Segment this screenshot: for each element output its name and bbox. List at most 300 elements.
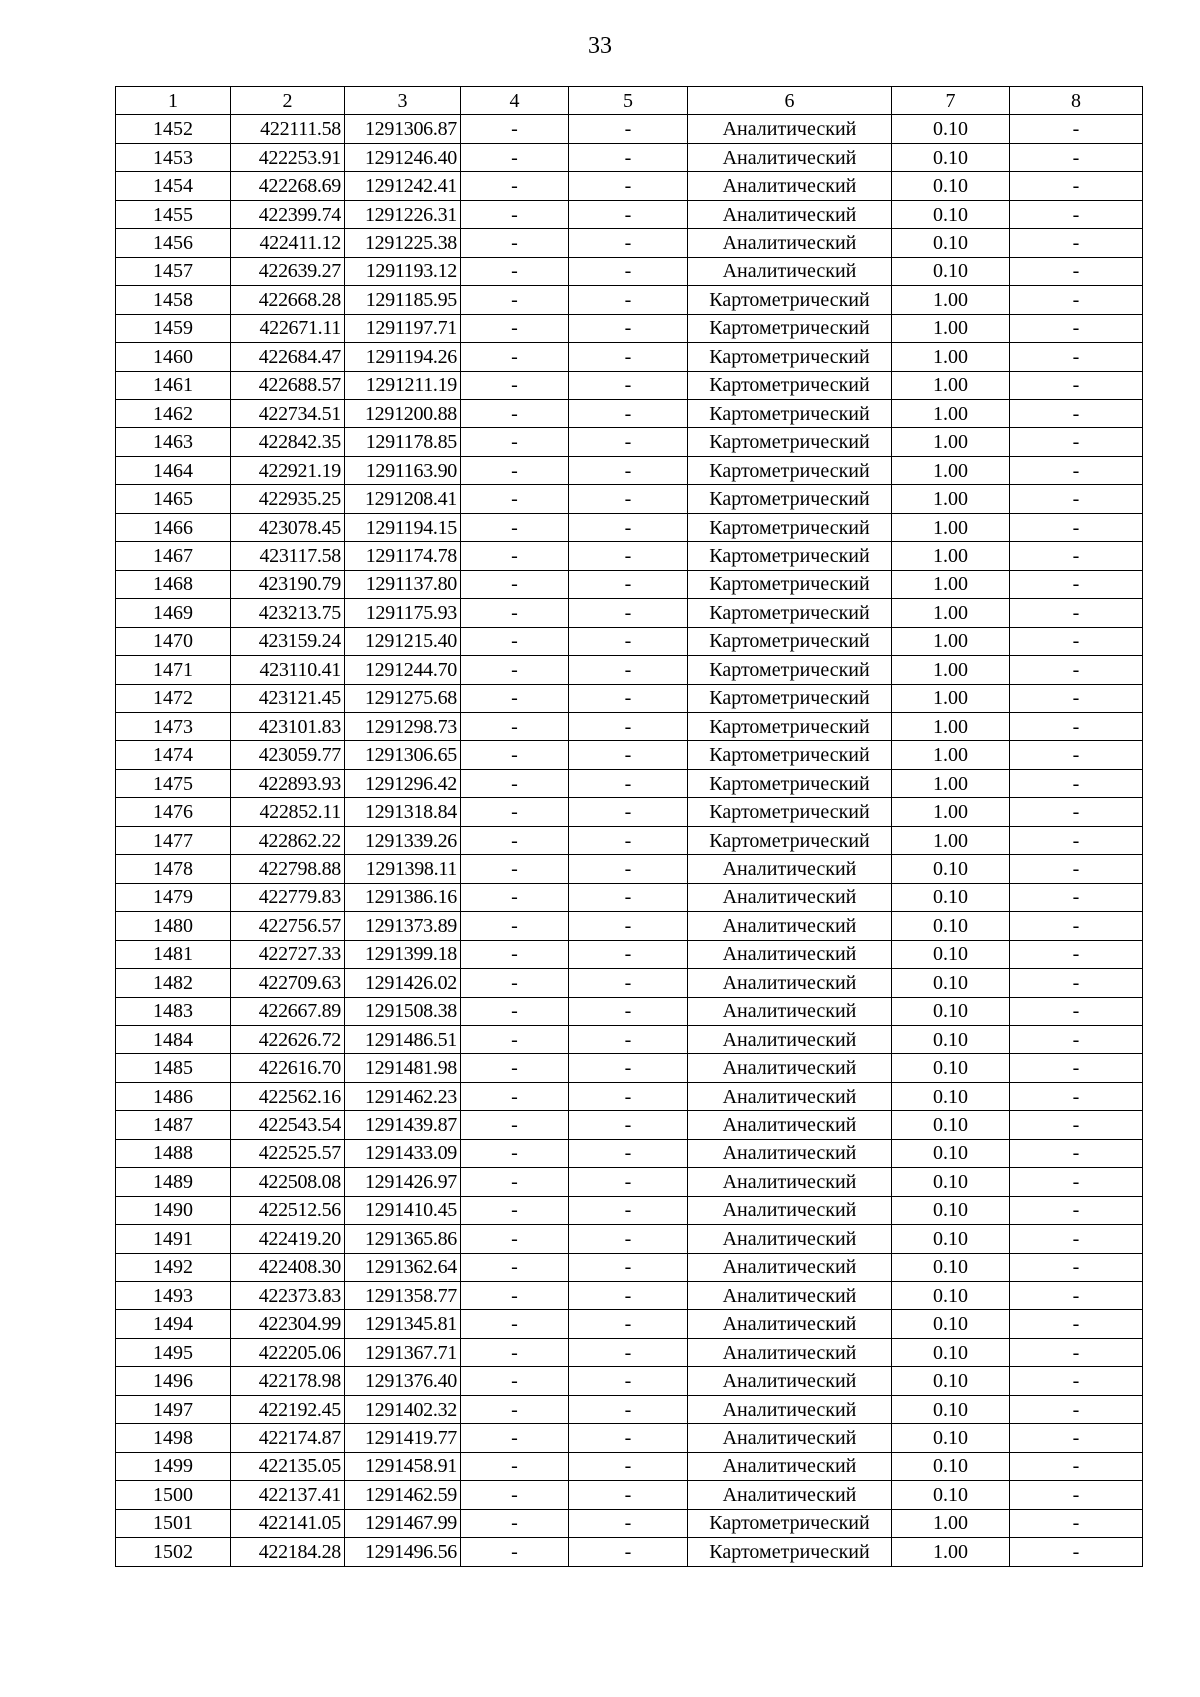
table-cell: 0.10 <box>892 1025 1010 1053</box>
table-cell: Аналитический <box>688 115 892 143</box>
table-row <box>116 1139 1143 1167</box>
table-cell: 1.00 <box>892 769 1010 797</box>
table-row <box>116 1310 1143 1338</box>
table-cell: Аналитический <box>688 1225 892 1253</box>
page-number: 33 <box>588 33 612 59</box>
table-cell: - <box>461 1452 569 1480</box>
table-row <box>116 1253 1143 1281</box>
table-header-row <box>116 87 1143 115</box>
table-cell: 1494 <box>116 1310 231 1338</box>
table-cell: - <box>461 1538 569 1566</box>
table-cell: - <box>461 115 569 143</box>
table-cell: Аналитический <box>688 172 892 200</box>
table-cell: - <box>569 769 688 797</box>
table-cell: - <box>461 1509 569 1537</box>
table-cell: - <box>1010 542 1143 570</box>
table-cell: Картометрический <box>688 286 892 314</box>
table-cell: 1291467.99 <box>345 1509 461 1537</box>
table-cell: 1.00 <box>892 798 1010 826</box>
table-cell: Аналитический <box>688 1111 892 1139</box>
table-cell: - <box>569 712 688 740</box>
table-cell: 1453 <box>116 143 231 171</box>
table-row <box>116 656 1143 684</box>
table-cell: 422141.05 <box>231 1509 345 1537</box>
table-cell: 1468 <box>116 570 231 598</box>
table-cell: 1463 <box>116 428 231 456</box>
table-row <box>116 314 1143 342</box>
table-cell: - <box>1010 883 1143 911</box>
table-cell: 1.00 <box>892 1538 1010 1566</box>
table-cell: 1291296.42 <box>345 769 461 797</box>
table-row <box>116 513 1143 541</box>
table-cell: - <box>569 997 688 1025</box>
table-cell: 0.10 <box>892 143 1010 171</box>
table-cell: Аналитический <box>688 1139 892 1167</box>
table-cell: Аналитический <box>688 1025 892 1053</box>
table-cell: Картометрический <box>688 456 892 484</box>
table-cell: - <box>461 456 569 484</box>
table-cell: - <box>461 1310 569 1338</box>
table-cell: - <box>1010 1538 1143 1566</box>
table-cell: 1291486.51 <box>345 1025 461 1053</box>
table-cell: - <box>461 1168 569 1196</box>
table-cell: - <box>569 1111 688 1139</box>
table-cell: 1.00 <box>892 542 1010 570</box>
table-cell: - <box>1010 229 1143 257</box>
table-cell: 1495 <box>116 1338 231 1366</box>
table-cell: Картометрический <box>688 343 892 371</box>
table-cell: Картометрический <box>688 826 892 854</box>
table-cell: 1291339.26 <box>345 826 461 854</box>
table-cell: 0.10 <box>892 200 1010 228</box>
table-cell: 1291399.18 <box>345 940 461 968</box>
table-cell: 1291178.85 <box>345 428 461 456</box>
table-cell: 1291275.68 <box>345 684 461 712</box>
table-cell: 0.10 <box>892 969 1010 997</box>
table-cell: 1472 <box>116 684 231 712</box>
table-cell: 422935.25 <box>231 485 345 513</box>
table-cell: Аналитический <box>688 229 892 257</box>
table-cell: - <box>461 399 569 427</box>
table-cell: 0.10 <box>892 1196 1010 1224</box>
table-cell: 422408.30 <box>231 1253 345 1281</box>
table-cell: 422709.63 <box>231 969 345 997</box>
table-cell: - <box>569 485 688 513</box>
table-cell: 423117.58 <box>231 542 345 570</box>
table-cell: - <box>461 1424 569 1452</box>
table-cell: - <box>1010 1082 1143 1110</box>
table-cell: - <box>461 712 569 740</box>
table-cell: - <box>569 570 688 598</box>
table-cell: 422174.87 <box>231 1424 345 1452</box>
table-cell: 1457 <box>116 257 231 285</box>
table-cell: 1291496.56 <box>345 1538 461 1566</box>
table-cell: 1.00 <box>892 712 1010 740</box>
table-cell: 1291426.97 <box>345 1168 461 1196</box>
table-cell: 1486 <box>116 1082 231 1110</box>
table-cell: Картометрический <box>688 656 892 684</box>
table-cell: - <box>461 912 569 940</box>
table-cell: 0.10 <box>892 1225 1010 1253</box>
table-row <box>116 115 1143 143</box>
table-cell: - <box>1010 969 1143 997</box>
table-cell: 422667.89 <box>231 997 345 1025</box>
table-cell: 422184.28 <box>231 1538 345 1566</box>
table-cell: 1291376.40 <box>345 1367 461 1395</box>
table-cell: 1291439.87 <box>345 1111 461 1139</box>
table-cell: 1291367.71 <box>345 1338 461 1366</box>
table-cell: - <box>1010 570 1143 598</box>
table-cell: 423101.83 <box>231 712 345 740</box>
table-cell: - <box>1010 826 1143 854</box>
table-cell: - <box>569 1196 688 1224</box>
header-cell: 5 <box>569 87 688 115</box>
table-cell: 422756.57 <box>231 912 345 940</box>
table-cell: - <box>569 257 688 285</box>
table-row <box>116 826 1143 854</box>
table-cell: 1455 <box>116 200 231 228</box>
table-cell: 1462 <box>116 399 231 427</box>
table-cell: 1490 <box>116 1196 231 1224</box>
table-row <box>116 1025 1143 1053</box>
table-cell: - <box>1010 1111 1143 1139</box>
table-cell: - <box>461 1253 569 1281</box>
table-cell: 1291226.31 <box>345 200 461 228</box>
table-cell: - <box>1010 1338 1143 1366</box>
table-cell: - <box>461 940 569 968</box>
table-row <box>116 1196 1143 1224</box>
table-cell: 422205.06 <box>231 1338 345 1366</box>
table-cell: - <box>569 428 688 456</box>
table-cell: 423059.77 <box>231 741 345 769</box>
table-cell: 1477 <box>116 826 231 854</box>
table-cell: - <box>1010 656 1143 684</box>
table-row <box>116 627 1143 655</box>
table-cell: - <box>569 1253 688 1281</box>
table-cell: - <box>1010 314 1143 342</box>
table-cell: 1291358.77 <box>345 1282 461 1310</box>
table-cell: Аналитический <box>688 1196 892 1224</box>
table-cell: - <box>1010 940 1143 968</box>
table-cell: - <box>569 656 688 684</box>
table-cell: - <box>461 485 569 513</box>
table-cell: - <box>569 1481 688 1509</box>
table-cell: 1491 <box>116 1225 231 1253</box>
table-cell: - <box>461 1395 569 1423</box>
table-cell: - <box>569 513 688 541</box>
table-cell: Картометрический <box>688 599 892 627</box>
table-row <box>116 371 1143 399</box>
table-cell: Аналитический <box>688 257 892 285</box>
table-cell: 1291458.91 <box>345 1452 461 1480</box>
table-cell: 422135.05 <box>231 1452 345 1480</box>
table-cell: 1.00 <box>892 343 1010 371</box>
table-cell: 1291200.88 <box>345 399 461 427</box>
table-cell: Картометрический <box>688 570 892 598</box>
table-cell: 422411.12 <box>231 229 345 257</box>
table-cell: - <box>569 969 688 997</box>
table-cell: Картометрический <box>688 513 892 541</box>
table-cell: - <box>1010 428 1143 456</box>
table-cell: Картометрический <box>688 428 892 456</box>
table-cell: 423213.75 <box>231 599 345 627</box>
table-row <box>116 1367 1143 1395</box>
table-cell: - <box>569 1082 688 1110</box>
table-cell: 1.00 <box>892 656 1010 684</box>
table-row <box>116 1424 1143 1452</box>
table-cell: - <box>569 1424 688 1452</box>
table-cell: 0.10 <box>892 1424 1010 1452</box>
table-cell: - <box>569 1538 688 1566</box>
table-cell: 422727.33 <box>231 940 345 968</box>
table-cell: - <box>1010 1481 1143 1509</box>
table-cell: - <box>461 513 569 541</box>
table-cell: 422562.16 <box>231 1082 345 1110</box>
table-row <box>116 599 1143 627</box>
table-body <box>116 87 1143 1567</box>
table-cell: - <box>1010 257 1143 285</box>
table-cell: 1291462.59 <box>345 1481 461 1509</box>
table-cell: 1498 <box>116 1424 231 1452</box>
table-cell: - <box>569 371 688 399</box>
table-cell: 1464 <box>116 456 231 484</box>
table-cell: 1485 <box>116 1054 231 1082</box>
table-cell: 0.10 <box>892 1310 1010 1338</box>
table-cell: 0.10 <box>892 1082 1010 1110</box>
table-cell: 1493 <box>116 1282 231 1310</box>
table-cell: 1291433.09 <box>345 1139 461 1167</box>
table-cell: Аналитический <box>688 855 892 883</box>
table-cell: - <box>1010 371 1143 399</box>
table-cell: - <box>1010 684 1143 712</box>
table-cell: - <box>569 456 688 484</box>
table-cell: - <box>569 542 688 570</box>
table-cell: - <box>1010 399 1143 427</box>
table-cell: 1291298.73 <box>345 712 461 740</box>
table-cell: 422921.19 <box>231 456 345 484</box>
table-row <box>116 1054 1143 1082</box>
table-row <box>116 969 1143 997</box>
table-cell: 422137.41 <box>231 1481 345 1509</box>
table-cell: 1.00 <box>892 399 1010 427</box>
table-cell: 1291163.90 <box>345 456 461 484</box>
table-cell: 1291211.19 <box>345 371 461 399</box>
table-cell: 0.10 <box>892 229 1010 257</box>
table-cell: 0.10 <box>892 172 1010 200</box>
table-cell: 0.10 <box>892 1481 1010 1509</box>
table-cell: - <box>461 229 569 257</box>
table-cell: 1.00 <box>892 428 1010 456</box>
table-cell: 0.10 <box>892 912 1010 940</box>
table-cell: 1291462.23 <box>345 1082 461 1110</box>
table-row <box>116 1282 1143 1310</box>
table-cell: 0.10 <box>892 1282 1010 1310</box>
table-row <box>116 542 1143 570</box>
table-cell: 422304.99 <box>231 1310 345 1338</box>
table-cell: 1291208.41 <box>345 485 461 513</box>
table-cell: 422842.35 <box>231 428 345 456</box>
table-cell: 1291398.11 <box>345 855 461 883</box>
table-cell: 1291244.70 <box>345 656 461 684</box>
table-cell: - <box>1010 1367 1143 1395</box>
table-cell: 423121.45 <box>231 684 345 712</box>
table-cell: 1489 <box>116 1168 231 1196</box>
table-cell: 1291402.32 <box>345 1395 461 1423</box>
table-cell: - <box>569 1282 688 1310</box>
table-cell: 422399.74 <box>231 200 345 228</box>
table-cell: 0.10 <box>892 940 1010 968</box>
table-cell: - <box>461 143 569 171</box>
table-cell: - <box>569 1168 688 1196</box>
table-cell: 1466 <box>116 513 231 541</box>
table-cell: Аналитический <box>688 143 892 171</box>
table-cell: Аналитический <box>688 1395 892 1423</box>
table-cell: 422779.83 <box>231 883 345 911</box>
table-cell: - <box>461 969 569 997</box>
table-cell: 0.10 <box>892 1395 1010 1423</box>
table-cell: - <box>569 1452 688 1480</box>
table-row <box>116 883 1143 911</box>
table-cell: 422508.08 <box>231 1168 345 1196</box>
table-cell: Аналитический <box>688 1424 892 1452</box>
table-cell: - <box>569 1395 688 1423</box>
table-row <box>116 997 1143 1025</box>
table-row <box>116 428 1143 456</box>
table-cell: - <box>569 200 688 228</box>
table-cell: - <box>569 627 688 655</box>
table-cell: - <box>1010 1424 1143 1452</box>
table-cell: 1454 <box>116 172 231 200</box>
table-row <box>116 1509 1143 1537</box>
table-cell: Картометрический <box>688 741 892 769</box>
table-cell: 0.10 <box>892 1367 1010 1395</box>
table-cell: - <box>569 229 688 257</box>
table-cell: 1470 <box>116 627 231 655</box>
table-cell: - <box>1010 200 1143 228</box>
table-cell: 422268.69 <box>231 172 345 200</box>
table-cell: 1458 <box>116 286 231 314</box>
table-cell: 1291410.45 <box>345 1196 461 1224</box>
table-cell: Аналитический <box>688 1481 892 1509</box>
table-cell: 422373.83 <box>231 1282 345 1310</box>
table-cell: 422671.11 <box>231 314 345 342</box>
table-row <box>116 741 1143 769</box>
table-cell: - <box>1010 627 1143 655</box>
table-cell: 1500 <box>116 1481 231 1509</box>
table-cell: - <box>461 883 569 911</box>
table-cell: 422543.54 <box>231 1111 345 1139</box>
table-cell: 0.10 <box>892 1338 1010 1366</box>
table-cell: - <box>569 940 688 968</box>
table-cell: - <box>461 542 569 570</box>
table-row <box>116 570 1143 598</box>
table-cell: 1291345.81 <box>345 1310 461 1338</box>
table-cell: Картометрический <box>688 371 892 399</box>
table-cell: - <box>569 855 688 883</box>
table-cell: 1460 <box>116 343 231 371</box>
table-row <box>116 712 1143 740</box>
table-row <box>116 684 1143 712</box>
table-cell: - <box>461 855 569 883</box>
table-cell: Аналитический <box>688 1367 892 1395</box>
table-cell: - <box>569 826 688 854</box>
table-cell: 1291137.80 <box>345 570 461 598</box>
table-cell: - <box>1010 1253 1143 1281</box>
table-cell: 1461 <box>116 371 231 399</box>
table-cell: Картометрический <box>688 684 892 712</box>
table-cell: 422893.93 <box>231 769 345 797</box>
table-cell: - <box>569 115 688 143</box>
table-cell: 423159.24 <box>231 627 345 655</box>
coordinates-table <box>115 86 1143 1567</box>
table-cell: - <box>1010 1310 1143 1338</box>
table-cell: 1481 <box>116 940 231 968</box>
table-cell: - <box>1010 798 1143 826</box>
table-cell: - <box>569 798 688 826</box>
table-cell: Картометрический <box>688 542 892 570</box>
table-cell: 422192.45 <box>231 1395 345 1423</box>
table-cell: 1291508.38 <box>345 997 461 1025</box>
table-cell: 1479 <box>116 883 231 911</box>
table-cell: Аналитический <box>688 912 892 940</box>
table-cell: - <box>461 343 569 371</box>
table-cell: 0.10 <box>892 1054 1010 1082</box>
table-cell: 1291194.26 <box>345 343 461 371</box>
header-cell: 3 <box>345 87 461 115</box>
table-row <box>116 940 1143 968</box>
table-cell: 423078.45 <box>231 513 345 541</box>
table-cell: - <box>569 684 688 712</box>
table-cell: 422178.98 <box>231 1367 345 1395</box>
table-cell: 0.10 <box>892 883 1010 911</box>
table-cell: - <box>461 200 569 228</box>
table-cell: - <box>461 741 569 769</box>
table-cell: 1291246.40 <box>345 143 461 171</box>
table-cell: - <box>461 684 569 712</box>
table-cell: 422419.20 <box>231 1225 345 1253</box>
table-cell: - <box>1010 1452 1143 1480</box>
table-cell: 1291386.16 <box>345 883 461 911</box>
table-cell: - <box>1010 286 1143 314</box>
table-cell: 422616.70 <box>231 1054 345 1082</box>
table-cell: Аналитический <box>688 1082 892 1110</box>
table-cell: Картометрический <box>688 712 892 740</box>
table-cell: - <box>1010 1025 1143 1053</box>
table-cell: 1480 <box>116 912 231 940</box>
table-cell: 1291175.93 <box>345 599 461 627</box>
table-cell: - <box>569 599 688 627</box>
table-cell: 422852.11 <box>231 798 345 826</box>
table-cell: - <box>1010 769 1143 797</box>
table-cell: Картометрический <box>688 769 892 797</box>
table-cell: - <box>569 883 688 911</box>
table-cell: - <box>1010 456 1143 484</box>
table-cell: 1474 <box>116 741 231 769</box>
table-row <box>116 798 1143 826</box>
table-cell: - <box>461 570 569 598</box>
table-cell: Аналитический <box>688 969 892 997</box>
table-cell: 1471 <box>116 656 231 684</box>
table-cell: Аналитический <box>688 1168 892 1196</box>
table-cell: 0.10 <box>892 1139 1010 1167</box>
table-cell: - <box>461 1054 569 1082</box>
table-cell: 1291318.84 <box>345 798 461 826</box>
table-cell: 0.10 <box>892 997 1010 1025</box>
table-cell: - <box>461 1225 569 1253</box>
table-cell: - <box>1010 1395 1143 1423</box>
table-cell: 1452 <box>116 115 231 143</box>
table-cell: 0.10 <box>892 115 1010 143</box>
